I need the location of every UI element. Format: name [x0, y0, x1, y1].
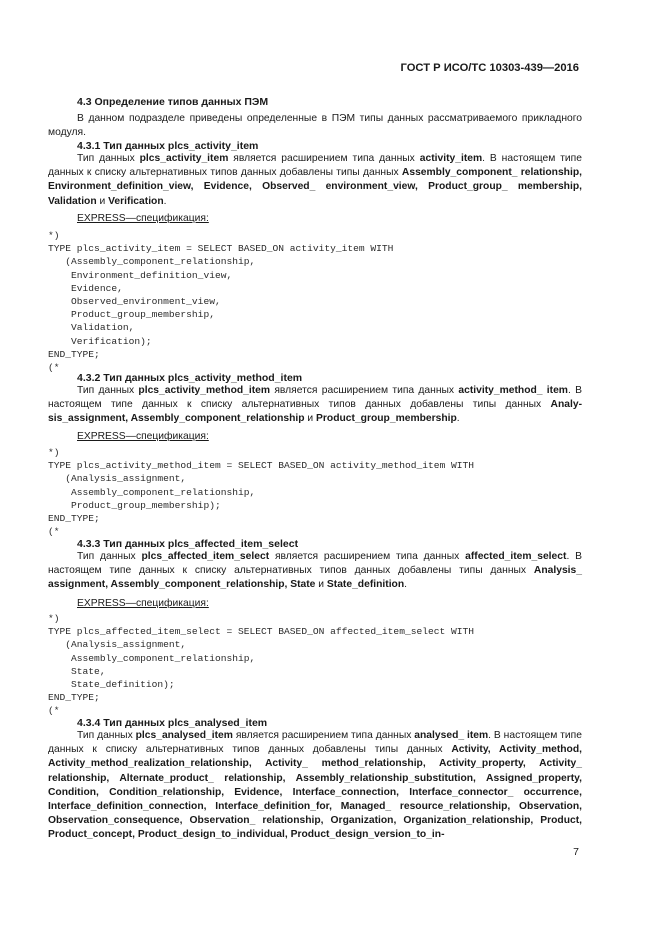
added-types: Analysis_ assignment, Assembly_component_relationship, State: [48, 565, 582, 591]
text: и: [315, 579, 327, 591]
text: Тип данных: [77, 153, 140, 164]
express-code-block: *) TYPE plcs_activity_item = SELECT BASED_ON activity_item WITH (Assembly_component_relationship, Environment_definition_view, Evidence, Observed_environment_view, Product_group_membership, Validation, Verification); END_TYPE; (*: [48, 230, 394, 374]
last-type: Product_group_membership: [316, 413, 457, 425]
section-4-3-1-paragraph: [48, 152, 582, 209]
text: .: [163, 195, 167, 207]
page-header: ГОСТ Р ИСО/ТС 10303-439—2016: [400, 62, 579, 74]
express-code-block: *) TYPE plcs_activity_method_item = SELECT BASED_ON activity_method_item WITH (Analysis_assignment, Assembly_component_relationship, Product_group_membership); END_TYPE; (*: [48, 447, 475, 538]
type-name: plcs_analysed_item: [135, 730, 233, 741]
text: является расширением типа данных: [269, 551, 466, 562]
intro-text: В данном подразделе приведены определенные в ПЭМ типы данных рассматриваемого прикладного модуля.: [48, 113, 582, 139]
section-4-3-1-heading: 4.3.1 Тип данных plcs_activity_item: [77, 140, 259, 152]
text: и: [304, 413, 317, 425]
section-4-3-3-paragraph: [48, 550, 582, 593]
base-type: affected_item_select: [465, 551, 567, 562]
section-4-3-3-heading: 4.3.3 Тип данных plcs_affected_item_select: [77, 538, 299, 550]
text: Тип данных: [77, 730, 136, 741]
text: . В настоящем типе данных к списку альтернативных типов данных добавлены типы данных: [48, 153, 582, 179]
text: .: [404, 579, 408, 591]
added-types: Analysis_assignment, Assembly_component_relationship: [48, 399, 582, 425]
added-types: Assembly_component_ relationship, Environment_definition_view, Evidence, Observed_ environment_view, Product_group_ membership, Validation: [48, 167, 582, 207]
section-4-3-4-heading: 4.3.4 Тип данных plcs_analysed_item: [77, 717, 268, 729]
section-4-3-intro: [48, 112, 582, 140]
base-type: activity_item: [419, 153, 483, 164]
section-4-3-2-heading: 4.3.2 Тип данных plcs_activity_method_item: [77, 372, 303, 384]
last-type: State_definition: [326, 579, 405, 591]
section-4-3-4-paragraph: [48, 729, 582, 843]
text: .: [456, 413, 460, 425]
text: является расширением типа данных: [228, 153, 420, 164]
text: Тип данных: [77, 385, 139, 396]
express-label: EXPRESS—спецификация:: [77, 598, 209, 609]
type-name: plcs_affected_item_select: [141, 551, 270, 562]
added-types: Activity, Activity_method, Activity_method_realization_relationship, Activity_ method_relationship, Activity_property, Activity_ relationship, Alternate_product_ relationship, Assembly_relationship_substitution, Assigned_property, Condition, Condition_relationship, Evidence, Interface_connection, Interface_connector_ occurrence, Interface_definition_connection, Interface_definition_for, Managed_ resource_relationship, Observation, Observation_consequence, Observation_ relationship, Organization, Organization_relationship, Product, Product_concept, Product_design_to_individual, Product_design_version_to_in-: [48, 744, 582, 841]
text: является расширением типа данных: [270, 385, 459, 396]
text: является расширением типа данных: [232, 730, 415, 741]
express-code-block: *) TYPE plcs_affected_item_select = SELECT BASED_ON affected_item_select WITH (Analysis_assignment, Assembly_component_relationship, State, State_definition); END_TYPE; (*: [48, 613, 475, 717]
last-type: Verification: [108, 195, 164, 207]
section-4-3-heading: 4.3 Определение типов данных ПЭМ: [77, 96, 269, 108]
page-number: 7: [573, 846, 579, 858]
type-name: plcs_activity_method_item: [138, 385, 271, 396]
text: . В настоящем типе данных к списку альтернативных типов данных добавлены типы данных: [48, 385, 582, 411]
text: и: [96, 195, 109, 207]
base-type: analysed_ item: [414, 730, 489, 741]
type-name: plcs_activity_item: [139, 153, 229, 164]
express-label: EXPRESS—спецификация:: [77, 213, 209, 224]
section-4-3-2-paragraph: [48, 384, 582, 427]
text: Тип данных: [77, 551, 142, 562]
express-label: EXPRESS—спецификация:: [77, 431, 209, 442]
text: . В настоящем типе данных к списку альтернативных типов данных добавлены типы данных: [48, 730, 582, 756]
base-type: activity_method_ item: [458, 385, 568, 396]
text: . В настоящем типе данных к списку альтернативных типов данных добавлены типы данных: [48, 551, 582, 577]
